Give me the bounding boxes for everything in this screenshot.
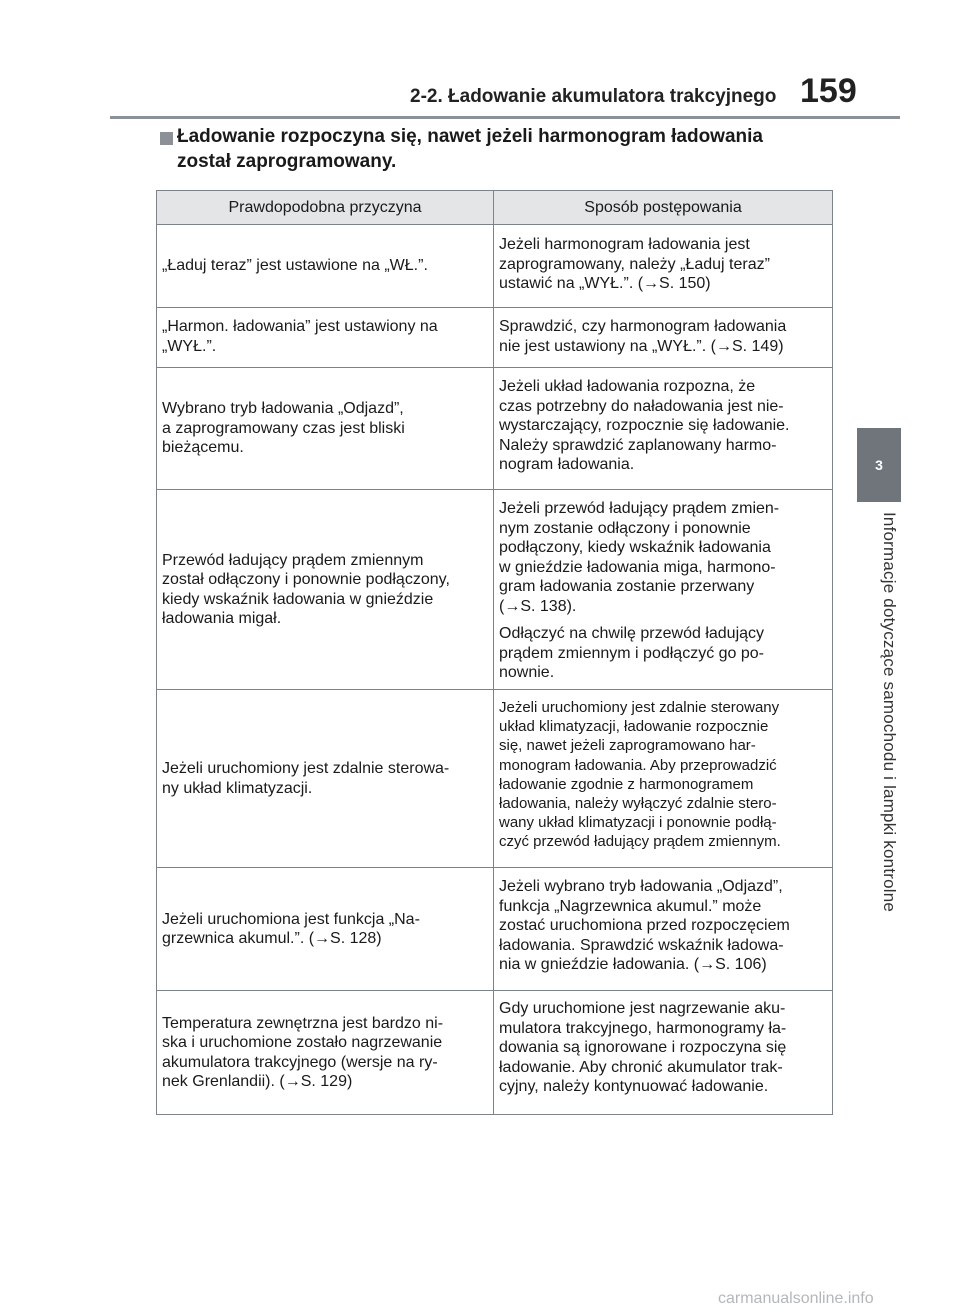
table-row [157,368,833,490]
solution-line: nogram ładowania. [499,456,635,473]
cause-cell [157,308,494,368]
chapter-label: Informacje dotyczące samochodu i lampki kontrolne [880,512,899,913]
solution-line: gram ładowania zostanie przerwany [499,578,755,595]
solution-line: mulatora trakcyjnego, harmonogramy ła- [499,1019,787,1037]
solution-line: Gdy uruchomione jest nagrzewanie aku- [499,1000,786,1017]
solution-line: cyjny, należy kontynuować ładowanie. [499,1078,769,1095]
page-number: 159 [800,72,857,110]
cause-line: grzewnica akumul.”. (→S. 128) [162,930,382,947]
solution-line: czyć przewód ładujący prądem zmiennym. [499,833,781,851]
solution-line: funkcja „Nagrzewnica akumul.” może [499,897,762,915]
cause-line: „Ładuj teraz” jest ustawione na „WŁ.”. [162,257,428,275]
cause-cell [157,490,494,690]
cause-line: Temperatura zewnętrzna jest bardzo ni- [162,1014,444,1032]
cause-line: Przewód ładujący prądem zmiennym [162,551,424,569]
table-row [157,490,833,690]
cause-line: akumulatora trakcyjnego (wersje na ry- [162,1053,438,1071]
solution-line: ładowania, należy wyłączyć zdalnie stero- [499,795,777,813]
solution-line: nownie. [499,664,555,681]
heading-line: został zaprogramowany. [177,151,397,172]
solution-line: Jeżeli wybrano tryb ładowania „Odjazd”, [499,878,783,895]
cause-cell [157,225,494,308]
table-row [157,991,833,1115]
solution-line: ładowania. Sprawdzić wskaźnik ładowa- [499,936,784,954]
cause-line: został odłączony i ponownie podłączony, [162,571,450,588]
solution-line: Jeżeli uruchomiony jest zdalnie sterowany [499,699,780,716]
table-header-row [157,191,833,225]
solution-line: w gnieździe ładowania miga, harmono- [499,558,776,576]
solution-line: Należy sprawdzić zaplanowany harmo- [499,436,777,454]
chapter-tab: 3 [857,428,901,502]
table-row [157,225,833,308]
solution-line: czas potrzebny do naładowania jest nie- [499,397,784,415]
cause-line: „WYŁ.”. [162,337,217,355]
solution-line: ładowanie zgodnie z harmonogramem [499,775,754,793]
column-header-cause: Prawdopodobna przyczyna [157,191,494,225]
solution-cell [494,690,833,868]
troubleshooting-table [156,190,833,1115]
cause-cell [157,690,494,868]
table-row [157,308,833,368]
cause-line: a zaprogramowany czas jest bliski [162,419,405,437]
cause-line: ładowania migał. [162,610,282,627]
table-row [157,690,833,868]
solution-cell [494,868,833,991]
cause-line: nek Grenlandii). (→S. 129) [162,1073,353,1090]
solution-line: układ klimatyzacji, ładowanie rozpocznie [499,718,769,736]
table-row [157,868,833,991]
cause-line: ska i uruchomione zostało nagrzewanie [162,1034,443,1051]
solution-line: prądem zmiennym i podłączyć go po- [499,644,765,662]
solution-line: Jeżeli układ ładowania rozpozna, że [499,378,756,395]
solution-line: nie jest ustawiony na „WYŁ.”. (→S. 149) [499,337,784,355]
solution-cell [494,490,833,690]
header-divider [110,116,900,119]
solution-cell [494,991,833,1115]
solution-cell [494,308,833,368]
cause-line: Wybrano tryb ładowania „Odjazd”, [162,400,404,418]
cause-cell [157,991,494,1115]
solution-line: nia w gnieździe ładowania. (→S. 106) [499,956,767,973]
cause-cell [157,368,494,490]
heading-text [177,124,847,174]
cause-line: „Harmon. ładowania” jest ustawiony na [162,318,438,335]
cause-line: ny układ klimatyzacji. [162,779,313,797]
solution-line: zostać uruchomiona przed rozpoczęciem [499,917,790,934]
solution-cell [494,225,833,308]
solution-line: ustawić na „WYŁ.”. (→S. 150) [499,275,711,292]
column-header-solution: Sposób postępowania [494,191,833,225]
solution-line: się, nawet jeżeli zaprogramowano har- [499,737,756,755]
watermark-text: carmanualsonline.info [718,1290,874,1307]
solution-line: (→S. 138). [499,597,577,615]
solution-line: nym zostanie odłączony i ponownie [499,519,751,537]
solution-cell [494,368,833,490]
cause-line: kiedy wskaźnik ładowania w gnieździe [162,590,434,608]
cause-line: Jeżeli uruchomiony jest zdalnie sterowa- [162,760,450,777]
square-bullet-icon [160,132,173,145]
solution-line: Jeżeli harmonogram ładowania jest [499,236,750,253]
section-title: 2-2. Ładowanie akumulatora trakcyjnego [410,86,777,107]
solution-line: Sprawdzić, czy harmonogram ładowania [499,318,787,335]
solution-line: zaprogramowany, należy „Ładuj teraz” [499,255,770,273]
cause-cell [157,868,494,991]
page-header [0,0,960,118]
heading-line: Ładowanie rozpoczyna się, nawet jeżeli harmonogram ładowania [177,126,763,147]
solution-line: wany układ klimatyzacji i ponownie podłą- [499,814,777,832]
solution-line: monogram ładowania. Aby przeprowadzić [499,756,777,774]
solution-line: ładowanie. Aby chronić akumulator trak- [499,1058,783,1076]
cause-line: bieżącemu. [162,439,244,457]
cause-line: Jeżeli uruchomiona jest funkcja „Na- [162,910,420,928]
solution-line: podłączony, kiedy wskaźnik ładowania [499,539,771,556]
solution-line: wystarczający, rozpocznie się ładowanie. [499,417,790,434]
solution-line: Odłączyć na chwilę przewód ładujący [499,625,765,642]
solution-line: Jeżeli przewód ładujący prądem zmien- [499,500,780,517]
solution-line: dowania są ignorowane i rozpoczyna się [499,1039,787,1056]
